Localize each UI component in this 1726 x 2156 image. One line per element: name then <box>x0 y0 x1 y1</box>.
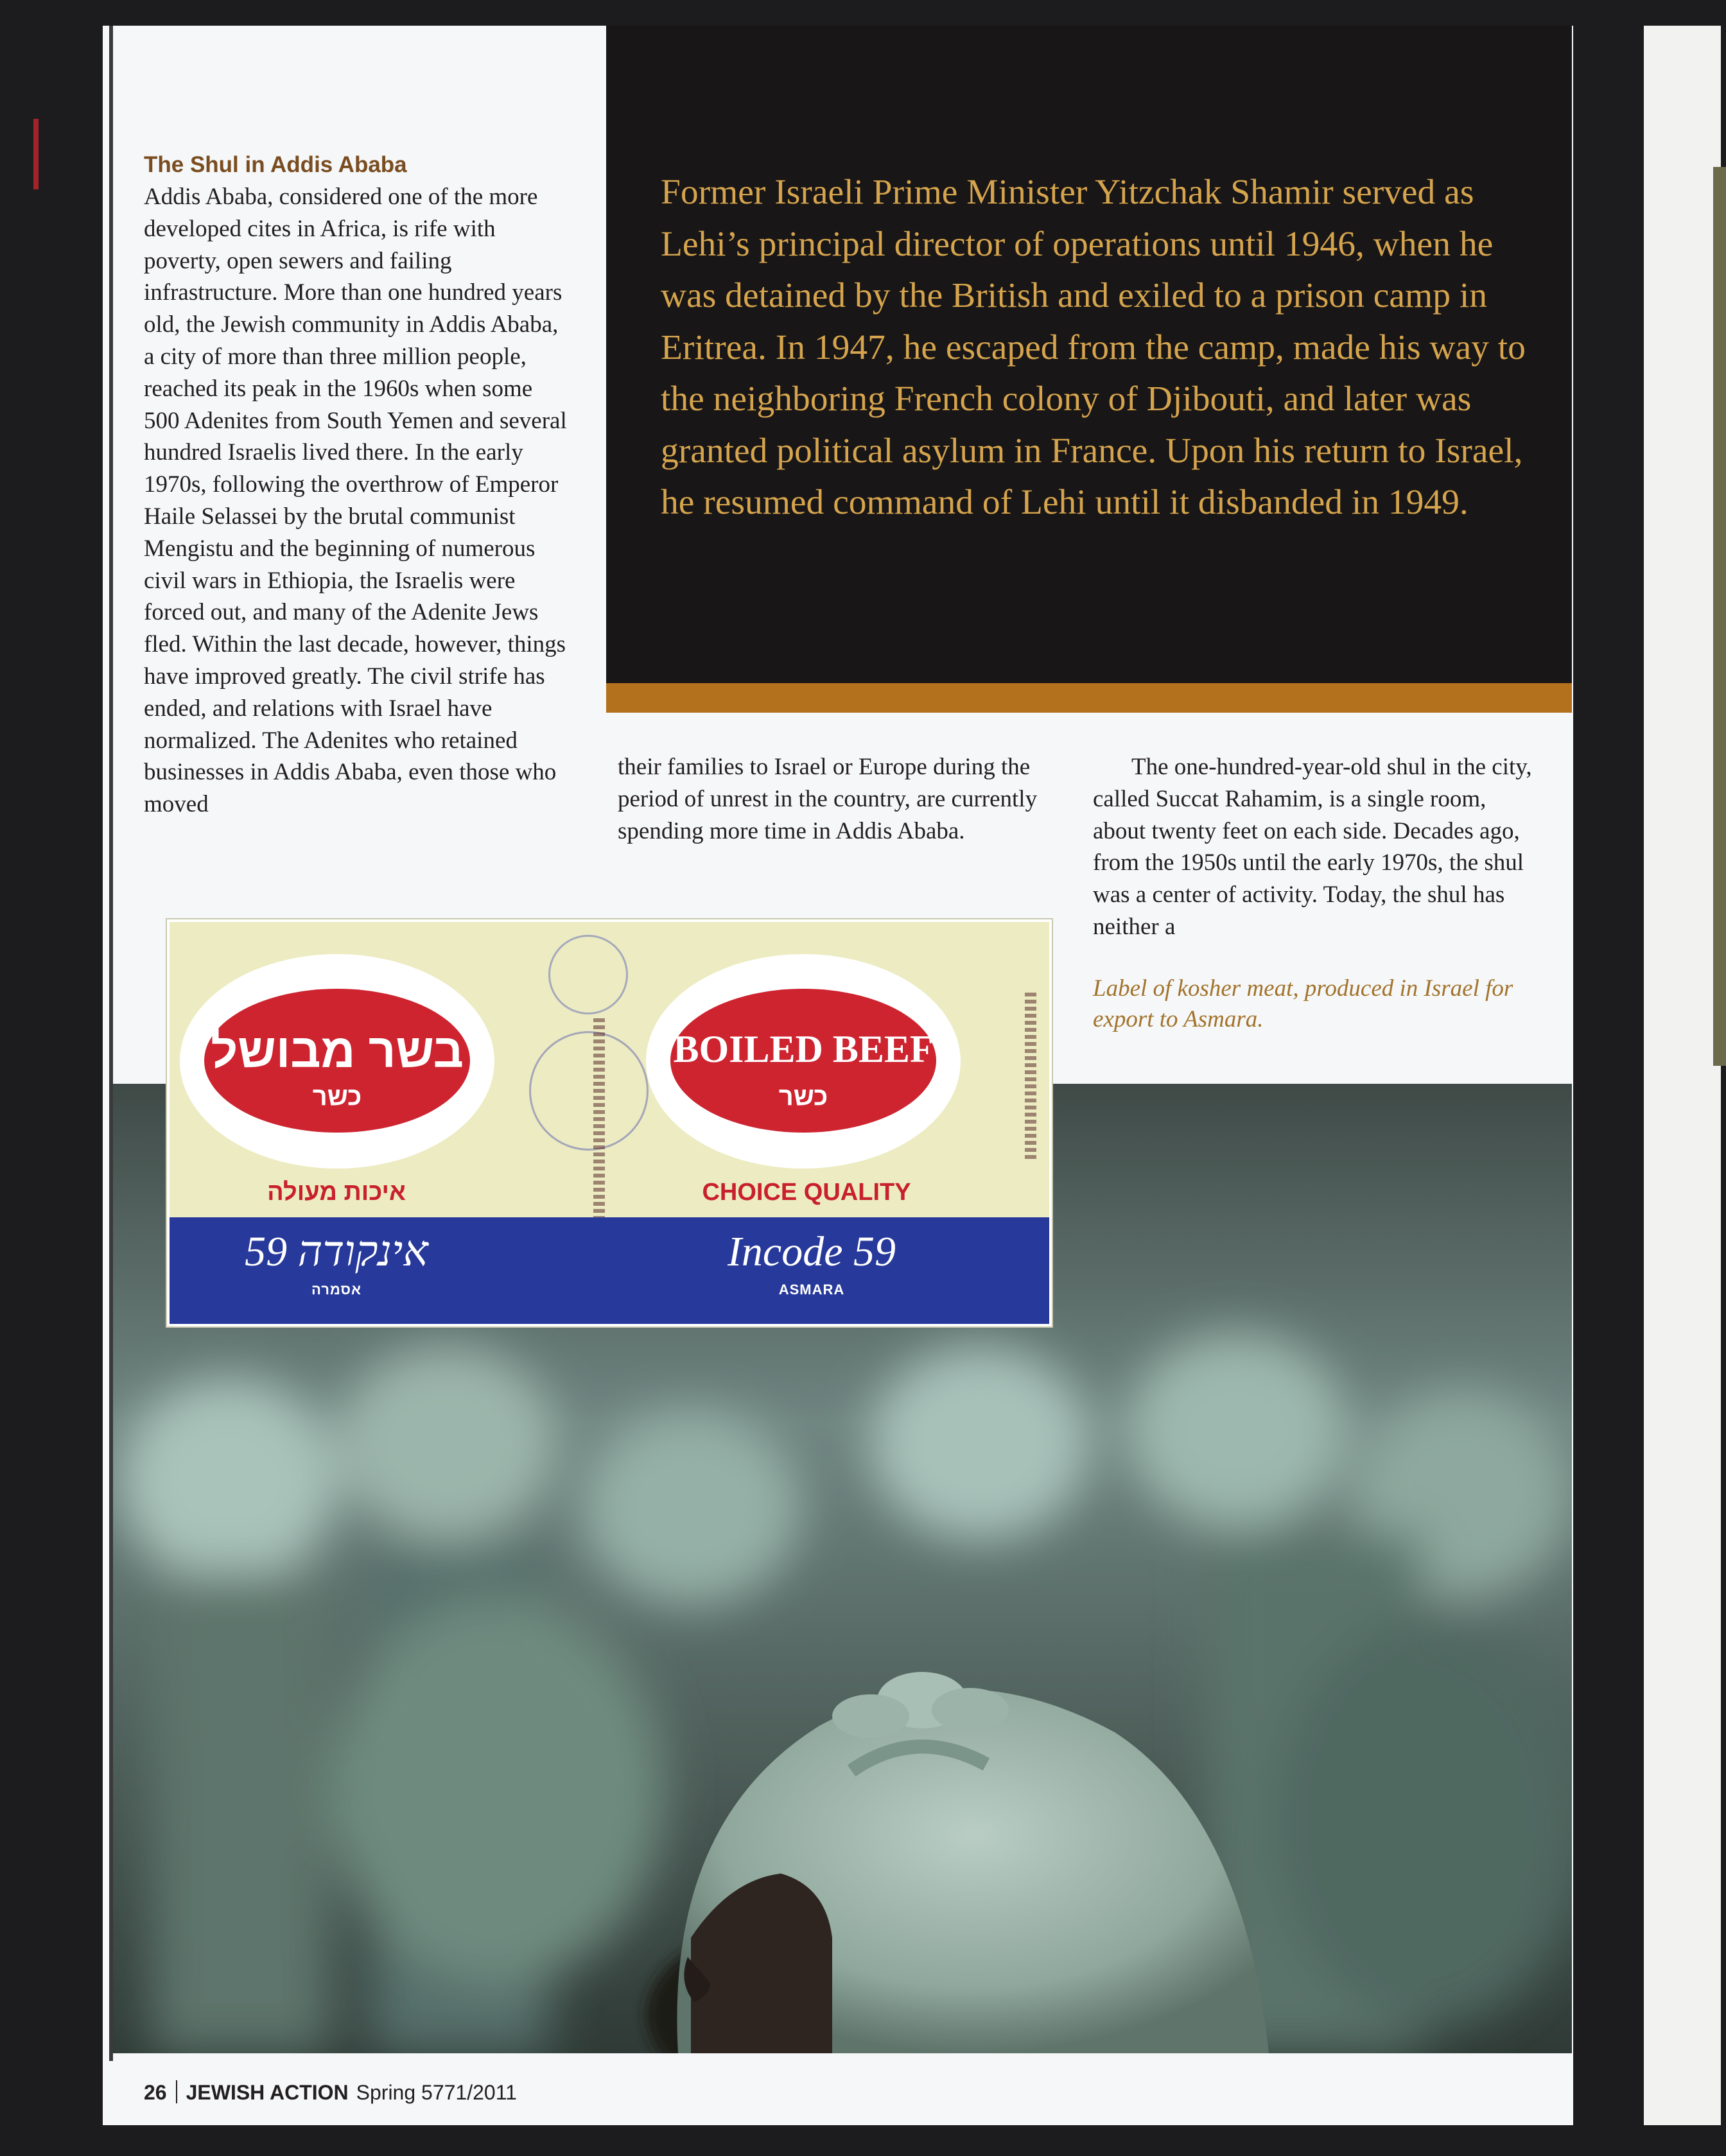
article-column-3 <box>1093 751 1542 943</box>
kosher-meat-label <box>167 919 1052 1326</box>
page-number: 26 <box>144 2081 167 2104</box>
magazine-name: JEWISH ACTION <box>186 2081 349 2104</box>
seal-stamp-middle <box>529 1031 649 1151</box>
right-red-oval <box>670 989 936 1133</box>
seal-stamp-top <box>548 935 628 1014</box>
issue-date: Spring 5771/2011 <box>356 2081 517 2104</box>
sidebar-body: Addis Ababa, considered one of the more developed cites in Africa, is rife with poverty, open sewers and failing infrastructure. More than one hundred years old, the Jewish community in Addis Ababa, a city of more than three million people, reached its peak in the 1960s when some 500 Adenites from South Yemen and several hundred Israelis lived there. In the early 1970s, following the overthrow of Emperor Haile Selassei by the brutal communist Mengistu and the beginning of numerous civil wars in Ethiopia, the Israelis were forced out, and many of the Adenite Jews fled. Within the last decade, however, things have improved greatly. The civil strife has ended, and relations with Israel have normalized. The Adenites who retained businesses in Addis Ababa, even those who moved <box>144 184 567 818</box>
next-page-photo-edge <box>1713 167 1726 1066</box>
pull-quote-box <box>606 26 1572 683</box>
pull-quote-text: Former Israeli Prime Minister Yitzchak Shamir served as Lehi’s principal director of operations until 1946, when he was detained by the British and exiled to a prison camp in Eritrea. In 1947, he escaped from the camp, made his way to the neighboring French colony of Djibouti, and later was granted political asylum in France. Upon his return to Israel, he resumed command of Lehi until it disbanded in 1949. <box>661 173 1526 522</box>
right-oval <box>646 954 961 1169</box>
right-quality: CHOICE QUALITY <box>702 1179 911 1206</box>
right-kosher: כשר <box>778 1082 828 1111</box>
left-brand: 59 אינקודה <box>245 1228 428 1275</box>
label-blue-band <box>170 1217 1049 1324</box>
next-page-edge <box>1644 26 1721 2125</box>
sidebar-column <box>144 149 568 821</box>
left-kosher: כשר <box>312 1082 362 1111</box>
footer-divider <box>176 2080 177 2103</box>
label-fine-print-center <box>593 1018 605 1217</box>
pull-quote-accent-bar <box>606 683 1572 713</box>
right-title: BOILED BEEF <box>673 1028 934 1070</box>
right-brand: Incode 59 <box>727 1228 896 1275</box>
article-column-2 <box>618 751 1054 847</box>
label-caption: Label of kosher meat, produced in Israel for export to Asmara. <box>1093 975 1513 1032</box>
sidebar-heading: The Shul in Addis Ababa <box>144 152 407 177</box>
label-fine-print-right <box>1025 993 1036 1160</box>
left-title: בשר מבושל <box>211 1024 464 1077</box>
column-3-text: The one-hundred-year-old shul in the city, called Succat Rahamim, is a single room, about twenty feet on each side. Decades ago, from the 1950s until the early 1970s, the shul was a center of activity. Today, the shul has neither a <box>1093 754 1532 940</box>
left-oval <box>180 954 494 1169</box>
left-brand-sub: אסמרה <box>311 1282 362 1298</box>
right-brand-sub: ASMARA <box>778 1282 845 1298</box>
left-quality: איכות מעולה <box>267 1179 406 1206</box>
page-footer <box>144 2080 517 2105</box>
left-red-oval <box>204 989 470 1133</box>
binding-mark <box>33 119 39 189</box>
column-2-text: their families to Israel or Europe during the period of unrest in the country, are currently spending more time in Addis Ababa. <box>618 754 1038 844</box>
